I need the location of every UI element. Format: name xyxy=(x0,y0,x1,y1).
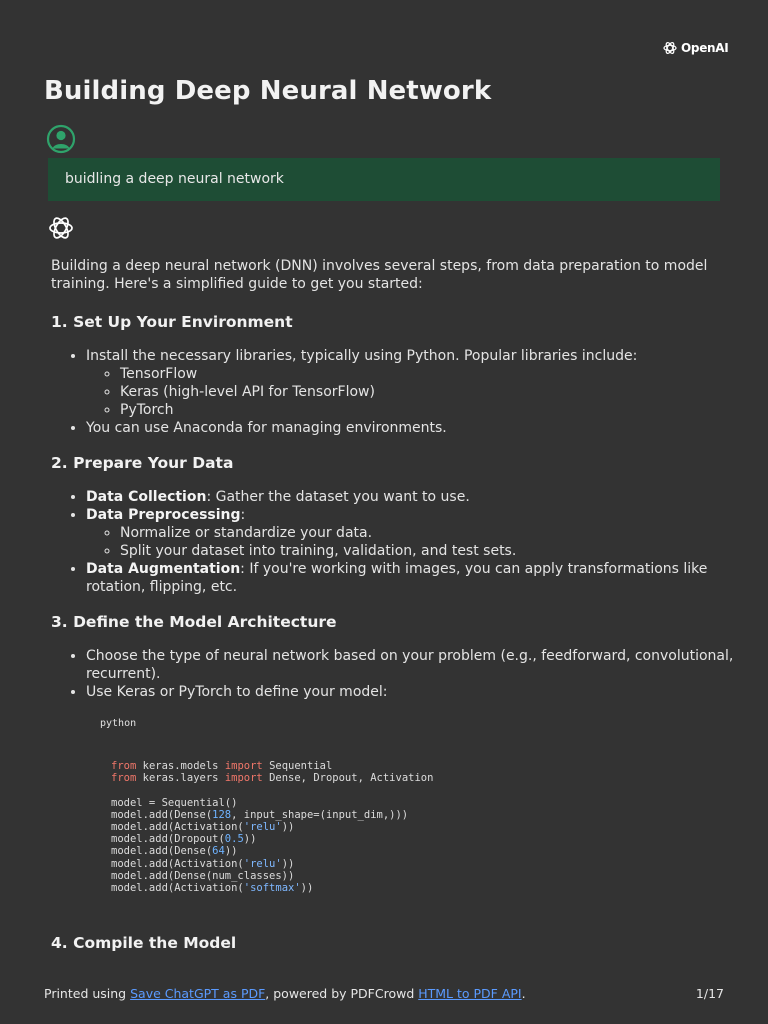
list-item-bold: Data Preprocessing xyxy=(86,507,241,523)
section-heading: 4. Compile the Model xyxy=(51,934,237,952)
list-item: • Choose the type of neural network based on your problem (e.g., feedforward, convolutional, recurrent). xyxy=(86,647,756,683)
list-item-text: : xyxy=(240,507,246,523)
chatgpt-logo-icon xyxy=(47,214,75,242)
section-heading: 1. Set Up Your Environment xyxy=(51,313,293,331)
list-item xyxy=(86,488,756,506)
openai-logo-icon xyxy=(662,40,678,56)
sub-list-item: ◦ PyTorch xyxy=(120,401,756,419)
list-item xyxy=(86,560,756,596)
list-item: • You can use Anaconda for managing environments. xyxy=(86,419,756,437)
page-number: 1/17 xyxy=(695,986,724,1001)
list-item-text: : If you're working with images, you can apply transformations like rotation, flipping, etc. xyxy=(86,561,708,595)
footer xyxy=(44,986,724,1001)
section-heading: 2. Prepare Your Data xyxy=(51,454,234,472)
openai-logo xyxy=(662,40,728,56)
assistant-answer xyxy=(51,257,734,700)
code-language-label: python xyxy=(100,718,137,729)
list-item-text: : Gather the dataset you want to use. xyxy=(206,489,470,505)
logo-text: OpenAI xyxy=(681,41,729,55)
section-list xyxy=(51,647,756,701)
section-heading: 3. Define the Model Architecture xyxy=(51,613,337,631)
answer-intro: Building a deep neural network (DNN) involves several steps, from data preparation to model training. Here's a simplified guide to get you started: xyxy=(51,258,708,292)
list-item xyxy=(86,347,756,419)
sub-list xyxy=(86,365,756,419)
list-item xyxy=(86,506,756,560)
footer-prefix: Printed using xyxy=(44,986,131,1001)
list-item-bold: Data Augmentation xyxy=(86,561,241,577)
html-to-pdf-api-link[interactable]: HTML to PDF API xyxy=(418,986,522,1001)
footer-middle: , powered by PDFCrowd xyxy=(265,986,419,1001)
list-item-bold: Data Collection xyxy=(86,489,207,505)
section-list xyxy=(51,347,756,437)
save-chatgpt-pdf-link[interactable]: Save ChatGPT as PDF xyxy=(130,986,266,1001)
sub-list xyxy=(86,524,756,560)
sub-list-item: ◦ Split your dataset into training, validation, and test sets. xyxy=(120,542,756,560)
sub-list-item: ◦ TensorFlow xyxy=(120,365,756,383)
section-list xyxy=(51,488,756,596)
list-item: • Use Keras or PyTorch to define your model: xyxy=(86,683,756,701)
footer-suffix: . xyxy=(521,986,526,1001)
page-title: Building Deep Neural Network xyxy=(44,76,492,106)
list-item-text: Install the necessary libraries, typically using Python. Popular libraries include: xyxy=(86,348,638,364)
code-block: from keras.models import Sequential from keras.layers import Dense, Dropout, Activation model = Sequential() model.add(Dense(128, input_shape=(input_dim,))) model.add(Activation('relu')) model.add(Dropout(0.5)) model.add(Dense(64)) model.add(Activation('relu')) model.add(Dense(num_classes)) model.add(Activation('softmax')) xyxy=(111,760,434,895)
sub-list-item: ◦ Keras (high-level API for TensorFlow) xyxy=(120,383,756,401)
user-message: buidling a deep neural network xyxy=(48,158,720,201)
sub-list-item: ◦ Normalize or standardize your data. xyxy=(120,524,756,542)
user-avatar-icon xyxy=(46,124,76,154)
